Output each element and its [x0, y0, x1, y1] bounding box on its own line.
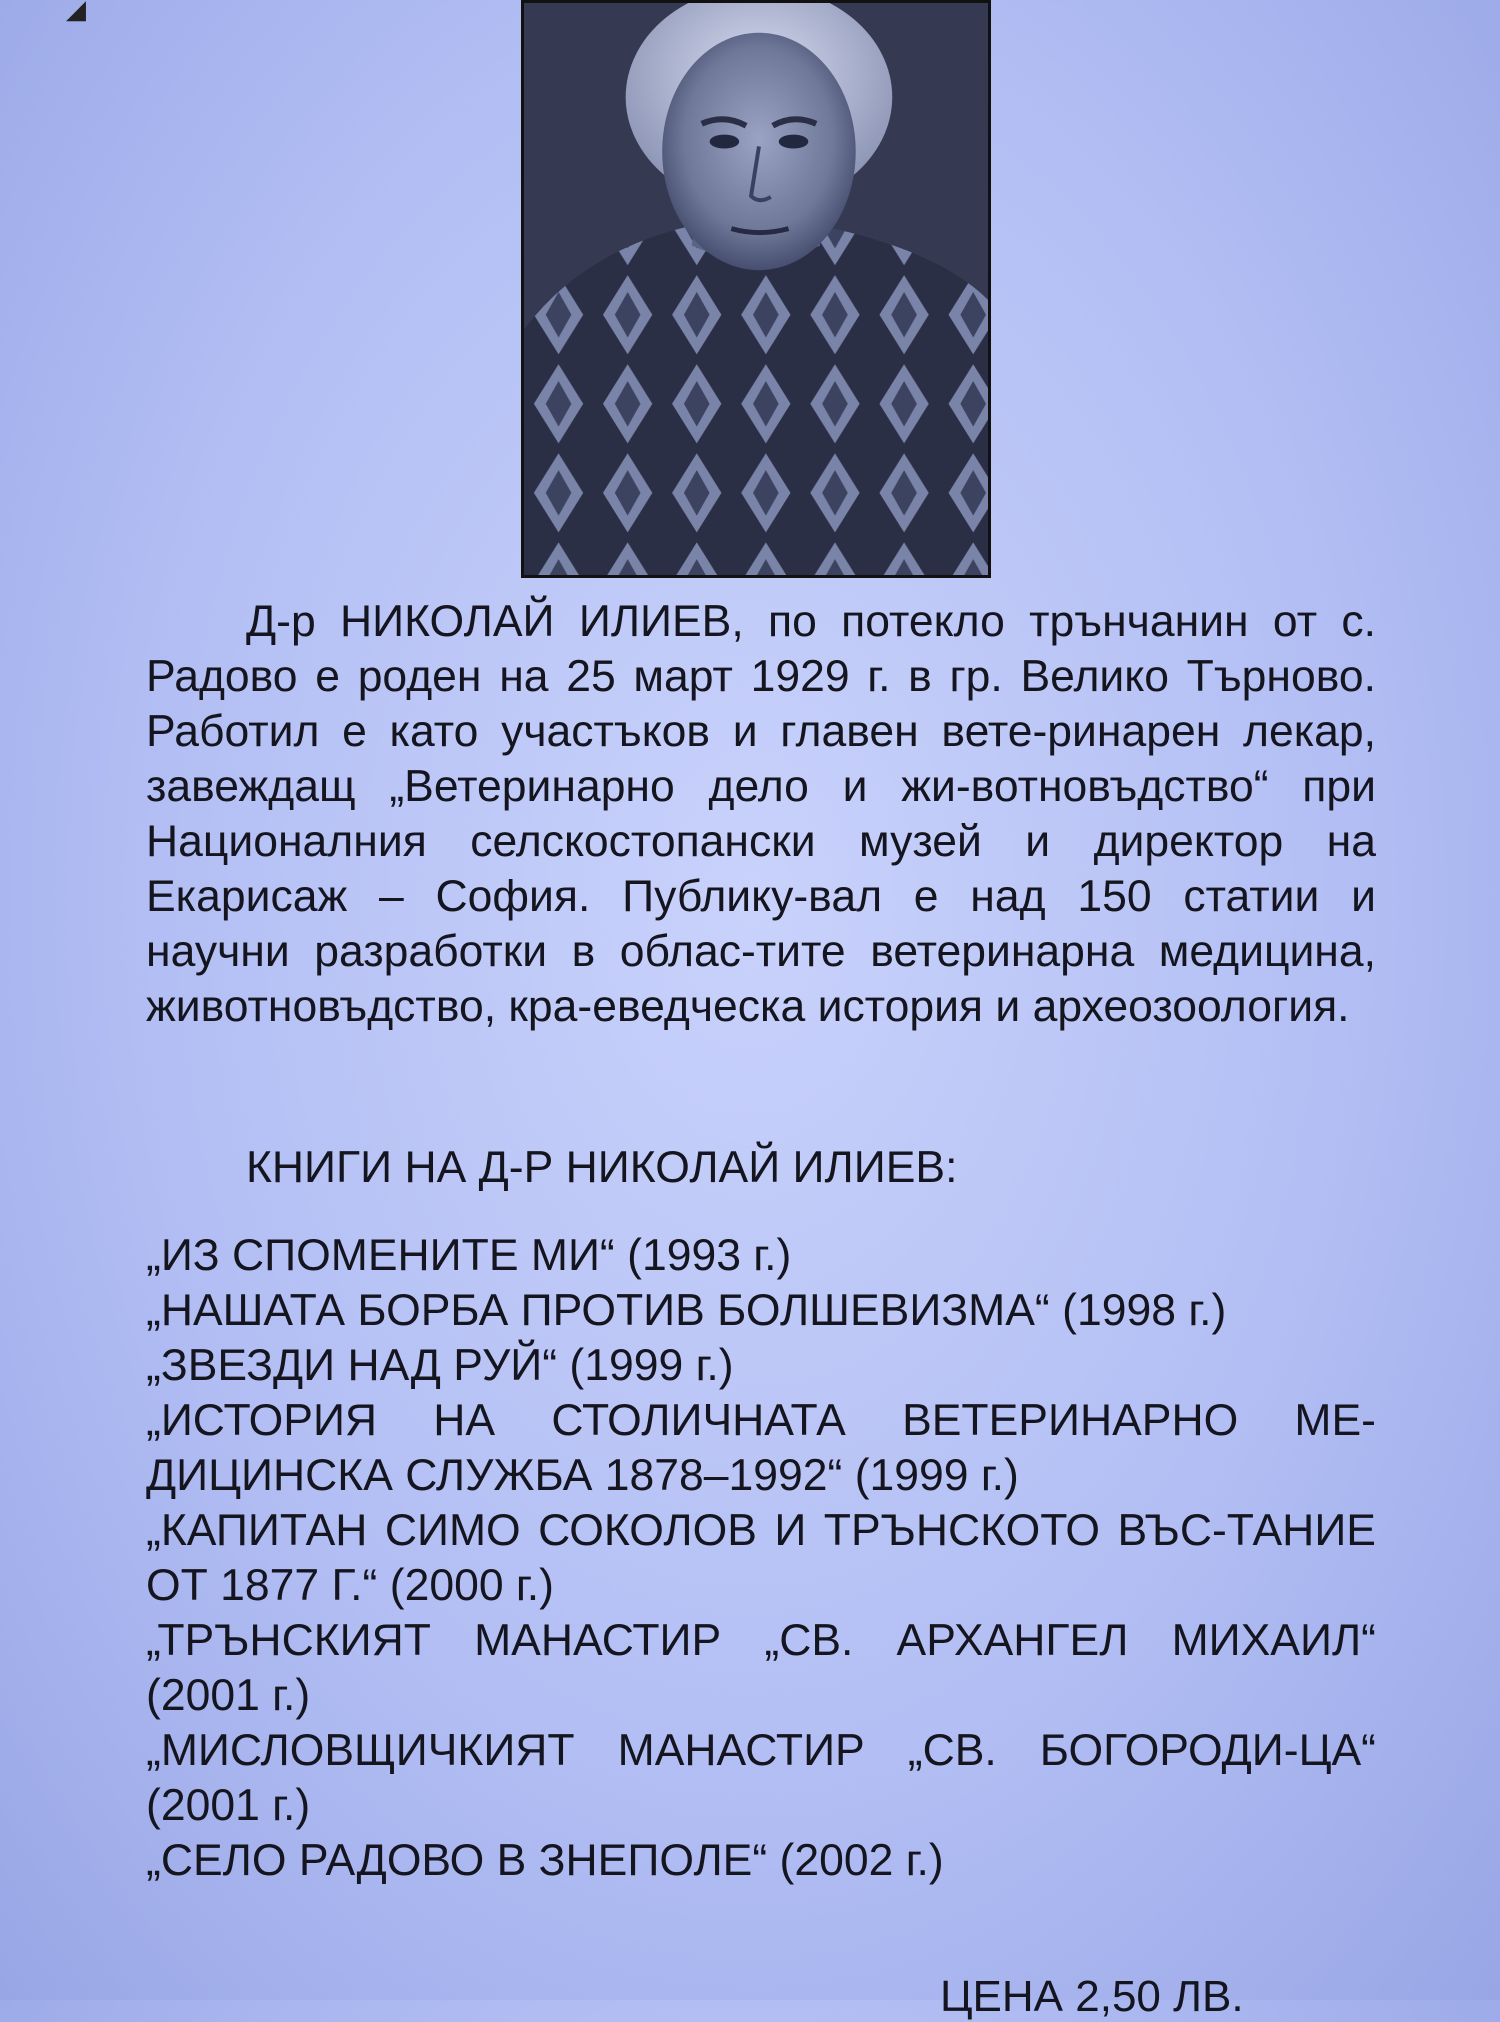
- list-item: [146, 1503, 1376, 1613]
- author-portrait-image: [524, 3, 988, 575]
- corner-mark: ◢: [66, 0, 86, 24]
- list-item: [146, 1613, 1376, 1723]
- book-title: „ЗВЕЗДИ НАД РУЙ“: [146, 1341, 558, 1390]
- book-year: (2002 г.): [779, 1836, 944, 1885]
- book-year: (1999 г.): [854, 1451, 1019, 1500]
- author-portrait: [521, 0, 991, 578]
- book-year: (2001 г.): [146, 1781, 311, 1830]
- list-item: [146, 1723, 1376, 1833]
- author-bio: Д-р НИКОЛАЙ ИЛИЕВ, по потекло трънчанин от с. Радово е роден на 25 март 1929 г. в гр. Велико Търново. Работил е като участъков и главен вете-ринарен лекар, завеждащ „Ветеринарно дело и жи-вотновъдство“ при Националния селскостопански музей и директор на Екарисаж – София. Публику-вал е над 150 статии и научни разработки в облас-тите ветеринарна медицина, животновъдство, кра-еведческа история и археозоология.: [146, 597, 1376, 1031]
- book-title: „НАШАТА БОРБА ПРОТИВ БОЛШЕВИЗМА“: [146, 1286, 1050, 1335]
- book-title: „МИСЛОВЩИЧКИЯТ МАНАСТИР „СВ. БОГОРОДИ-ЦА“: [146, 1726, 1376, 1775]
- book-year: (1999 г.): [569, 1341, 734, 1390]
- book-title: „КАПИТАН СИМО СОКОЛОВ И ТРЪНСКОТО ВЪС-ТАНИЕ ОТ 1877 Г.“: [146, 1506, 1376, 1610]
- book-year: (1993 г.): [627, 1231, 792, 1280]
- list-item: [146, 1338, 1376, 1393]
- book-year: (2000 г.): [389, 1561, 554, 1610]
- book-title: „ИСТОРИЯ НА СТОЛИЧНАТА ВЕТЕРИНАРНО МЕ-ДИЦИНСКА СЛУЖБА 1878–1992“: [146, 1396, 1376, 1500]
- book-year: (1998 г.): [1062, 1286, 1227, 1335]
- list-item: [146, 1283, 1376, 1338]
- book-list: [146, 1228, 1376, 1888]
- list-item: [146, 1228, 1376, 1283]
- book-year: (2001 г.): [146, 1671, 311, 1720]
- book-title: „ИЗ СПОМЕНИТЕ МИ“: [146, 1231, 615, 1280]
- book-title: „СЕЛО РАДОВО В ЗНЕПОЛЕ“: [146, 1836, 768, 1885]
- book-title: „ТРЪНСКИЯТ МАНАСТИР „СВ. АРХАНГЕЛ МИХАИЛ“: [146, 1616, 1376, 1665]
- books-heading: КНИГИ НА Д-Р НИКОЛАЙ ИЛИЕВ:: [246, 1143, 958, 1192]
- list-item: [146, 1833, 1376, 1888]
- list-item: [146, 1393, 1376, 1503]
- price-label: ЦЕНА 2,50 ЛВ.: [940, 1972, 1244, 2021]
